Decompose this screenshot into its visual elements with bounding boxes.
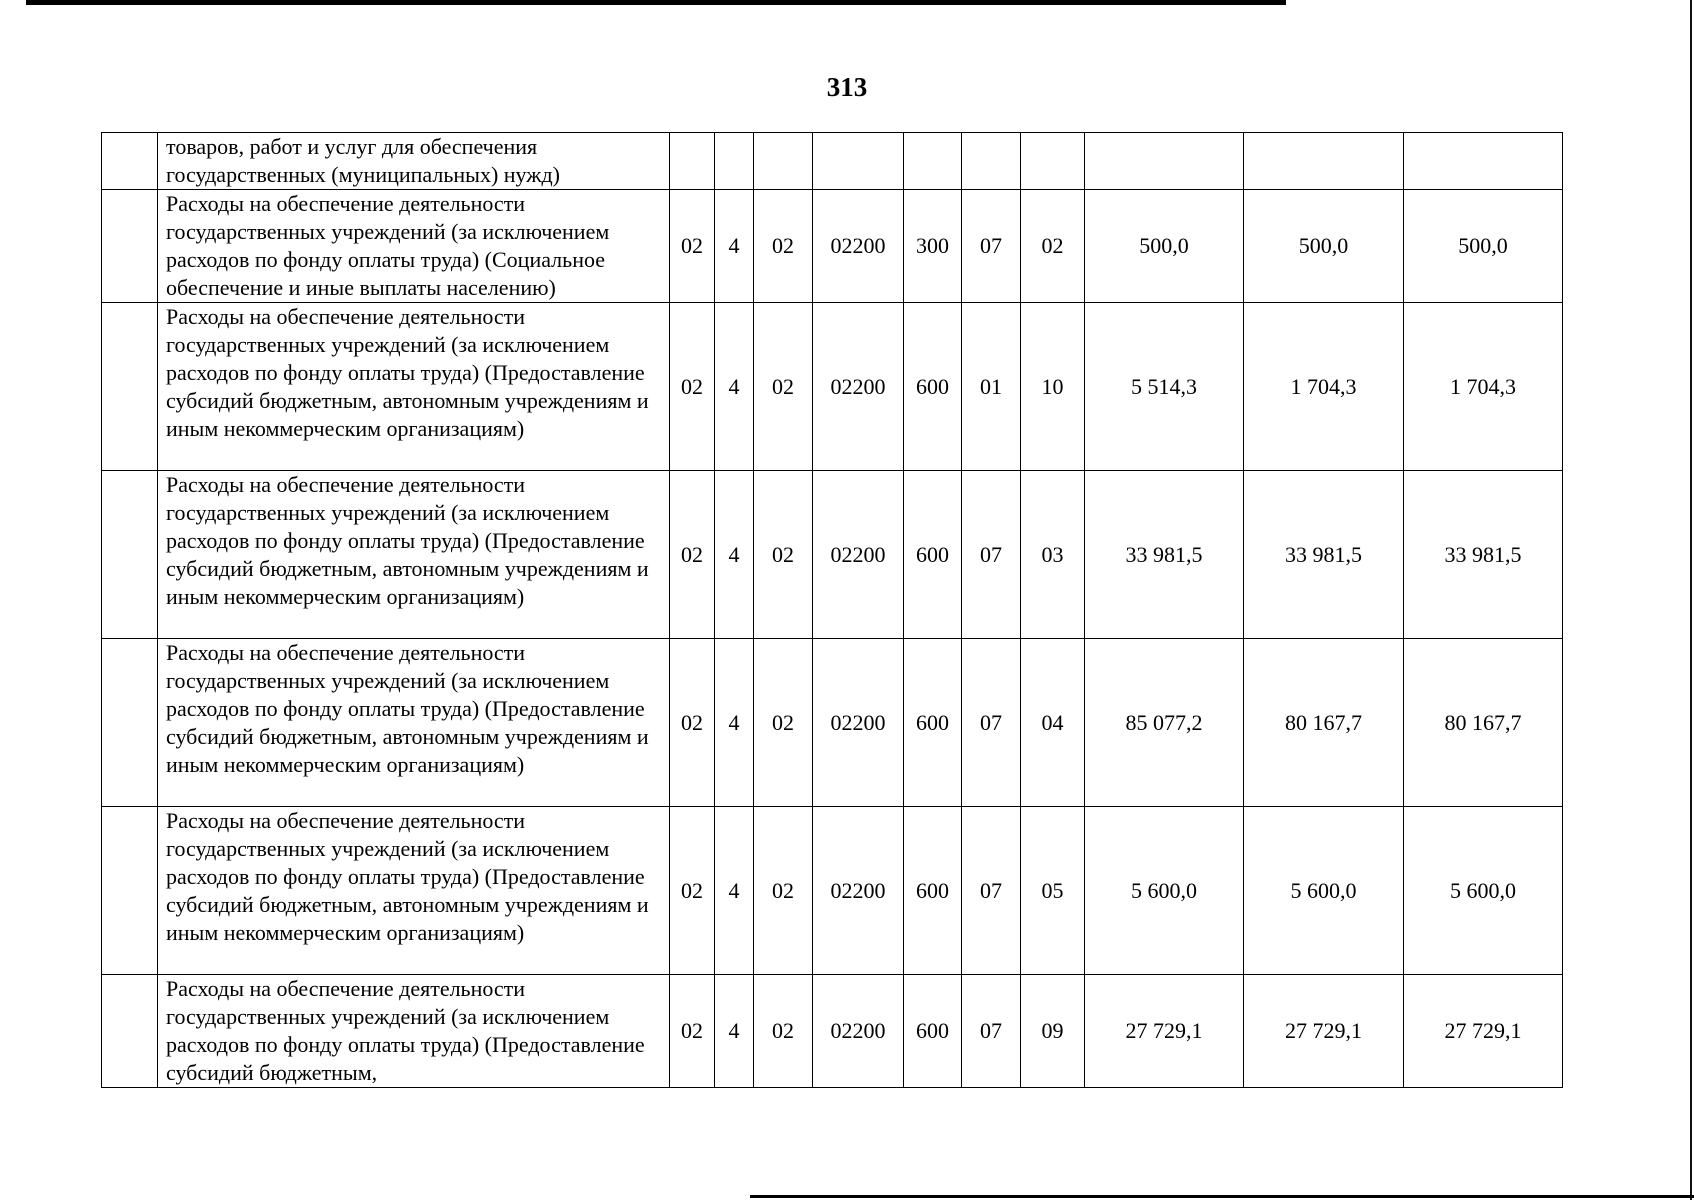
amount-year1-cell: 27 729,1 xyxy=(1085,975,1244,1088)
amount-year3-cell: 27 729,1 xyxy=(1404,975,1563,1088)
program-code-cell: 4 xyxy=(715,471,754,639)
subsection-cell: 02 xyxy=(1021,190,1085,303)
section-cell: 07 xyxy=(962,190,1021,303)
amount-year1-cell xyxy=(1085,133,1244,190)
program-code-cell: 4 xyxy=(715,807,754,975)
description-cell: товаров, работ и услуг для обеспечения государственных (муниципальных) нужд) xyxy=(158,133,670,190)
page-number: 313 xyxy=(826,72,868,102)
amount-year2-cell: 1 704,3 xyxy=(1244,303,1404,471)
amount-year3-cell: 80 167,7 xyxy=(1404,639,1563,807)
table-row xyxy=(102,133,1563,190)
amount-year1-cell: 5 600,0 xyxy=(1085,807,1244,975)
subsection-cell: 04 xyxy=(1021,639,1085,807)
scan-border-bottom xyxy=(750,1195,1694,1198)
row-index-cell xyxy=(102,303,158,471)
amount-year1-cell: 5 514,3 xyxy=(1085,303,1244,471)
row-index-cell xyxy=(102,639,158,807)
program-code-cell: 4 xyxy=(715,639,754,807)
section-cell: 01 xyxy=(962,303,1021,471)
program-code-cell: 4 xyxy=(715,190,754,303)
table-row xyxy=(102,303,1563,471)
description-cell: Расходы на обеспечение деятельности государственных учреждений (за исключением расходов по фонду оплаты труда) (Социальное обеспечение и иные выплаты населению) xyxy=(158,190,670,303)
amount-year3-cell: 5 600,0 xyxy=(1404,807,1563,975)
section-cell: 07 xyxy=(962,975,1021,1088)
table-row xyxy=(102,975,1563,1088)
subprogram-code-cell: 02 xyxy=(754,975,813,1088)
description-cell: Расходы на обеспечение деятельности государственных учреждений (за исключением расходов по фонду оплаты труда) (Предоставление субсидий бюджетным, автономным учреждениям и иным некоммерческим организациям) xyxy=(158,471,670,639)
description-cell: Расходы на обеспечение деятельности государственных учреждений (за исключением расходов по фонду оплаты труда) (Предоставление субсидий бюджетным, автономным учреждениям и иным некоммерческим организациям) xyxy=(158,303,670,471)
amount-year2-cell: 80 167,7 xyxy=(1244,639,1404,807)
direction-code-cell: 02200 xyxy=(813,471,904,639)
amount-year3-cell xyxy=(1404,133,1563,190)
subprogram-code-cell: 02 xyxy=(754,303,813,471)
program-code-cell: 4 xyxy=(715,303,754,471)
row-index-cell xyxy=(102,975,158,1088)
section-cell: 07 xyxy=(962,639,1021,807)
admin-code-cell xyxy=(670,133,715,190)
amount-year3-cell: 33 981,5 xyxy=(1404,471,1563,639)
row-index-cell xyxy=(102,190,158,303)
amount-year2-cell: 27 729,1 xyxy=(1244,975,1404,1088)
description-cell: Расходы на обеспечение деятельности государственных учреждений (за исключением расходов по фонду оплаты труда) (Предоставление субсидий бюджетным, автономным учреждениям и иным некоммерческим организациям) xyxy=(158,807,670,975)
direction-code-cell xyxy=(813,133,904,190)
subprogram-code-cell: 02 xyxy=(754,639,813,807)
amount-year1-cell: 33 981,5 xyxy=(1085,471,1244,639)
row-index-cell xyxy=(102,471,158,639)
subprogram-code-cell: 02 xyxy=(754,807,813,975)
subsection-cell: 10 xyxy=(1021,303,1085,471)
admin-code-cell: 02 xyxy=(670,807,715,975)
direction-code-cell: 02200 xyxy=(813,975,904,1088)
row-index-cell xyxy=(102,133,158,190)
description-cell: Расходы на обеспечение деятельности государственных учреждений (за исключением расходов по фонду оплаты труда) (Предоставление субсидий бюджетным, xyxy=(158,975,670,1088)
subsection-cell: 05 xyxy=(1021,807,1085,975)
table-row xyxy=(102,471,1563,639)
description-cell: Расходы на обеспечение деятельности государственных учреждений (за исключением расходов по фонду оплаты труда) (Предоставление субсидий бюджетным, автономным учреждениям и иным некоммерческим организациям) xyxy=(158,639,670,807)
amount-year2-cell: 33 981,5 xyxy=(1244,471,1404,639)
table-row xyxy=(102,639,1563,807)
subprogram-code-cell: 02 xyxy=(754,190,813,303)
row-index-cell xyxy=(102,807,158,975)
admin-code-cell: 02 xyxy=(670,975,715,1088)
amount-year2-cell xyxy=(1244,133,1404,190)
scan-border-right xyxy=(1690,0,1692,1200)
admin-code-cell: 02 xyxy=(670,471,715,639)
program-code-cell xyxy=(715,133,754,190)
budget-table xyxy=(101,132,1563,1088)
table-row xyxy=(102,190,1563,303)
expense-type-cell: 300 xyxy=(904,190,962,303)
section-cell: 07 xyxy=(962,807,1021,975)
direction-code-cell: 02200 xyxy=(813,639,904,807)
subsection-cell xyxy=(1021,133,1085,190)
subprogram-code-cell: 02 xyxy=(754,471,813,639)
subsection-cell: 03 xyxy=(1021,471,1085,639)
expense-type-cell: 600 xyxy=(904,471,962,639)
admin-code-cell: 02 xyxy=(670,639,715,807)
amount-year1-cell: 500,0 xyxy=(1085,190,1244,303)
table-row xyxy=(102,807,1563,975)
direction-code-cell: 02200 xyxy=(813,190,904,303)
expense-type-cell: 600 xyxy=(904,639,962,807)
subprogram-code-cell xyxy=(754,133,813,190)
admin-code-cell: 02 xyxy=(670,190,715,303)
subsection-cell: 09 xyxy=(1021,975,1085,1088)
direction-code-cell: 02200 xyxy=(813,807,904,975)
direction-code-cell: 02200 xyxy=(813,303,904,471)
section-cell: 07 xyxy=(962,471,1021,639)
expense-type-cell: 600 xyxy=(904,303,962,471)
expense-type-cell: 600 xyxy=(904,807,962,975)
amount-year3-cell: 1 704,3 xyxy=(1404,303,1563,471)
expense-type-cell: 600 xyxy=(904,975,962,1088)
program-code-cell: 4 xyxy=(715,975,754,1088)
amount-year1-cell: 85 077,2 xyxy=(1085,639,1244,807)
amount-year3-cell: 500,0 xyxy=(1404,190,1563,303)
amount-year2-cell: 5 600,0 xyxy=(1244,807,1404,975)
amount-year2-cell: 500,0 xyxy=(1244,190,1404,303)
expense-type-cell xyxy=(904,133,962,190)
admin-code-cell: 02 xyxy=(670,303,715,471)
section-cell xyxy=(962,133,1021,190)
scan-border-top xyxy=(26,0,1286,5)
